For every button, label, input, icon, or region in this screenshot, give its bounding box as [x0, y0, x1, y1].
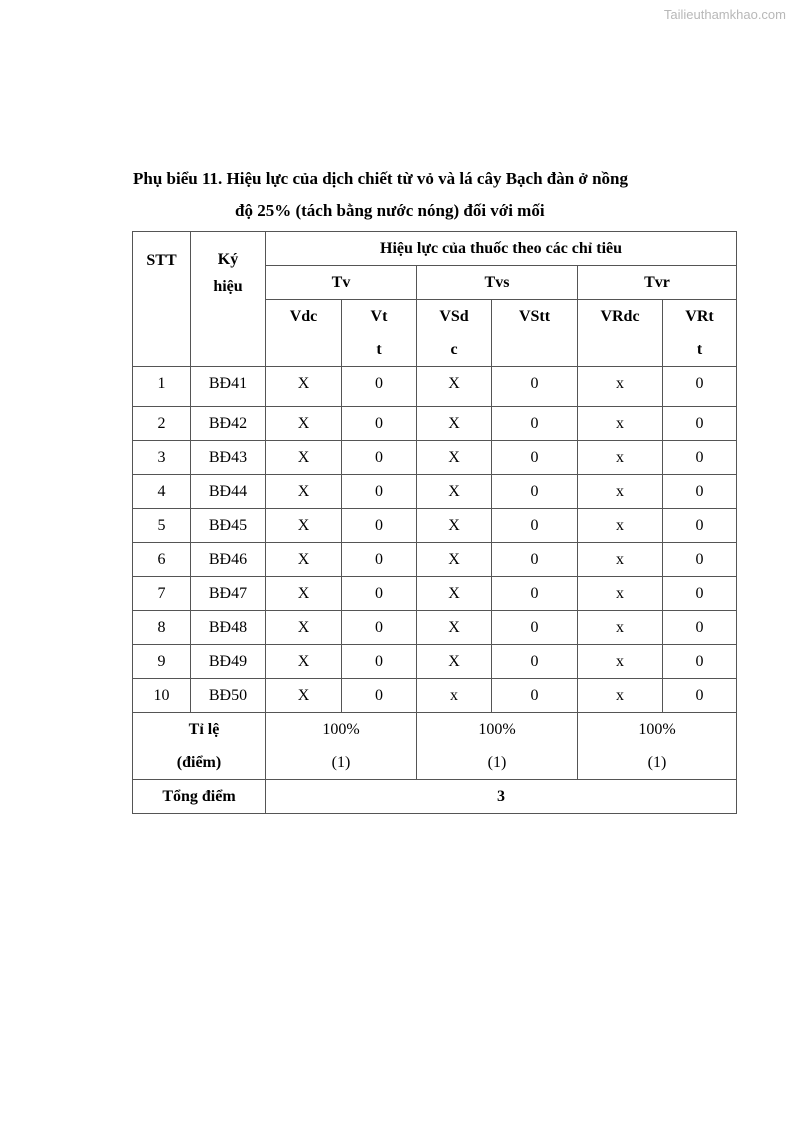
table-cell: BĐ46 [191, 543, 266, 577]
table-cell: X [266, 611, 342, 645]
header-group-tv: Tv [266, 266, 417, 300]
table-cell: BĐ42 [191, 407, 266, 441]
table-cell: x [578, 475, 663, 509]
table-cell: X [417, 611, 492, 645]
table-cell: BĐ50 [191, 679, 266, 713]
table-cell: 0 [492, 509, 578, 543]
table-cell: 0 [663, 645, 737, 679]
table-cell: BĐ41 [191, 367, 266, 407]
table-cell: X [266, 645, 342, 679]
table-cell: 4 [133, 475, 191, 509]
column-header: VRdc [578, 300, 663, 367]
ratio-value: 100% (1) [417, 713, 578, 780]
header-stt: STT [133, 232, 191, 367]
table-row [133, 367, 737, 407]
total-label: Tổng điểm [133, 780, 266, 814]
table-cell: X [266, 367, 342, 407]
table-cell: 0 [492, 475, 578, 509]
table-cell: 0 [492, 645, 578, 679]
table-caption-line-1: Phụ biểu 11. Hiệu lực của dịch chiết từ vỏ và lá cây Bạch đàn ở nồng [133, 169, 629, 188]
table-cell: BĐ45 [191, 509, 266, 543]
table-cell: 0 [342, 367, 417, 407]
header-group-tvr: Tvr [578, 266, 737, 300]
table-cell: 0 [342, 407, 417, 441]
table-cell: X [417, 509, 492, 543]
table-cell: x [578, 367, 663, 407]
table-cell: x [578, 611, 663, 645]
table-cell: 5 [133, 509, 191, 543]
table-cell: 0 [663, 611, 737, 645]
table-row [133, 577, 737, 611]
table-cell: 0 [663, 577, 737, 611]
table-cell: x [578, 645, 663, 679]
table-cell: 0 [342, 611, 417, 645]
table-cell: 2 [133, 407, 191, 441]
table-cell: 0 [342, 475, 417, 509]
column-header: VRt t [663, 300, 737, 367]
table-cell: x [578, 441, 663, 475]
column-header: VSd c [417, 300, 492, 367]
ratio-value: 100% (1) [266, 713, 417, 780]
table-cell: 3 [133, 441, 191, 475]
column-header: VStt [492, 300, 578, 367]
table-cell: 0 [342, 577, 417, 611]
table-cell: 0 [663, 407, 737, 441]
table-cell: X [266, 543, 342, 577]
table-cell: 0 [342, 645, 417, 679]
table-cell: 6 [133, 543, 191, 577]
watermark: Tailieuthamkhao.com [663, 7, 786, 22]
table-cell: X [417, 407, 492, 441]
table-cell: 7 [133, 577, 191, 611]
table-cell: x [578, 509, 663, 543]
table-cell: 0 [663, 475, 737, 509]
table-row [133, 543, 737, 577]
table-row [133, 475, 737, 509]
column-header: Vdc [266, 300, 342, 367]
table-cell: 10 [133, 679, 191, 713]
table-cell: x [578, 577, 663, 611]
table-cell: x [578, 679, 663, 713]
table-row [133, 611, 737, 645]
table-cell: X [417, 577, 492, 611]
table-row [133, 679, 737, 713]
table-cell: 0 [492, 407, 578, 441]
table-cell: X [417, 367, 492, 407]
ratio-label: Tỉ lệ (điểm) [133, 713, 266, 780]
table-cell: 0 [342, 679, 417, 713]
column-header: Vt t [342, 300, 417, 367]
table-cell: X [417, 441, 492, 475]
total-row [133, 780, 737, 814]
table-row [133, 407, 737, 441]
table-cell: 0 [663, 679, 737, 713]
table-cell: X [417, 645, 492, 679]
table-cell: 0 [492, 679, 578, 713]
table-cell: X [266, 577, 342, 611]
table-cell: 0 [492, 367, 578, 407]
table-cell: BĐ44 [191, 475, 266, 509]
table-cell: 0 [663, 509, 737, 543]
header-group-tvs: Tvs [417, 266, 578, 300]
table-cell: 0 [492, 441, 578, 475]
table-cell: X [417, 475, 492, 509]
table-cell: 0 [342, 509, 417, 543]
table-cell: x [578, 543, 663, 577]
table-cell: 0 [342, 543, 417, 577]
table-cell: X [417, 543, 492, 577]
table-cell: 0 [492, 577, 578, 611]
ratio-value: 100% (1) [578, 713, 737, 780]
table-caption-line-2: độ 25% (tách bằng nước nóng) đối với mối [235, 201, 545, 220]
table-row [133, 509, 737, 543]
table-cell: BĐ43 [191, 441, 266, 475]
table-cell: BĐ47 [191, 577, 266, 611]
table-cell: 9 [133, 645, 191, 679]
table-cell: X [266, 679, 342, 713]
table-cell: BĐ49 [191, 645, 266, 679]
table-cell: X [266, 407, 342, 441]
header-group-title: Hiệu lực của thuốc theo các chỉ tiêu [266, 232, 737, 266]
table-cell: x [578, 407, 663, 441]
table-row [133, 441, 737, 475]
table-cell: X [266, 441, 342, 475]
table-cell: 8 [133, 611, 191, 645]
table-cell: 0 [663, 441, 737, 475]
header-kyhieu: Ký hiệu [191, 232, 266, 367]
table-cell: 0 [663, 543, 737, 577]
table-cell: x [417, 679, 492, 713]
efficacy-table [132, 231, 737, 814]
table-cell: BĐ48 [191, 611, 266, 645]
table-cell: 0 [342, 441, 417, 475]
total-value: 3 [266, 780, 737, 814]
table-cell: X [266, 475, 342, 509]
table-cell: 0 [492, 611, 578, 645]
table-cell: 0 [663, 367, 737, 407]
ratio-row [133, 713, 737, 780]
table-cell: 0 [492, 543, 578, 577]
table-cell: X [266, 509, 342, 543]
table-cell: 1 [133, 367, 191, 407]
table-row [133, 645, 737, 679]
